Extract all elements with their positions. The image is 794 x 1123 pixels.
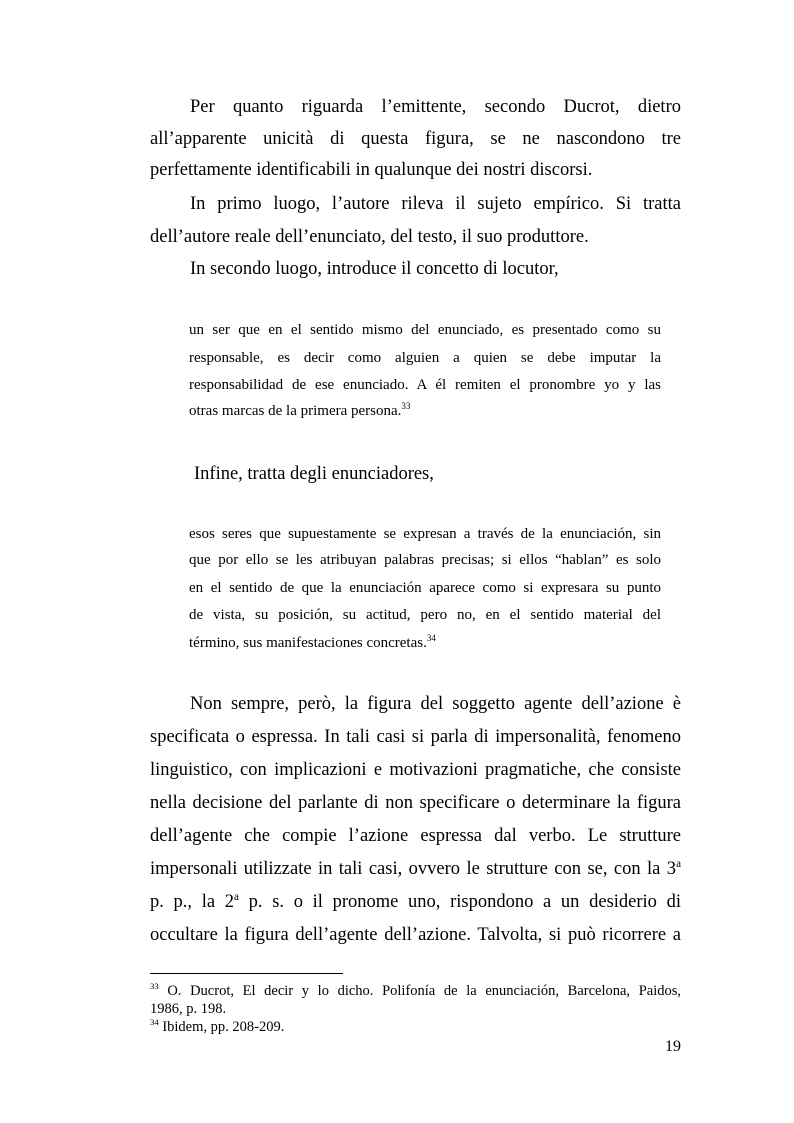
paragraph-5-line-3: linguistico, con implicazioni e motivazioni pragmatiche, che consiste <box>150 760 681 780</box>
paragraph-5-line-2: specificata o espressa. In tali casi si parla di impersonalità, fenomeno <box>150 727 681 747</box>
footnote-34-line-1 <box>150 1018 681 1036</box>
superscript-a-2: a <box>234 890 239 903</box>
footnote-33-line-2: 1986, p. 198. <box>150 1001 227 1017</box>
quote-2-line-3: en el sentido de que la enunciación aparece como si expresara su punto <box>189 580 661 596</box>
footnote-ref-33: 33 <box>401 401 411 411</box>
quote-2-line-2: que por ello se les atribuyan palabras precisas; si ellos “hablan” es solo <box>189 552 661 568</box>
paragraph-2-line-2: dell’autore reale dell’enunciato, del testo, il suo produttore. <box>150 227 589 247</box>
footnote-34-number: 34 <box>150 1017 159 1028</box>
quote-2-line-5-text: término, sus manifestaciones concretas. <box>189 635 427 651</box>
quote-2-line-4: de vista, su posición, su actitud, pero no, en el sentido material del <box>189 607 661 623</box>
footnote-34-text: Ibidem, pp. 208-209. <box>158 1019 285 1035</box>
quote-2-line-1: esos seres que supuestamente se expresan a través de la enunciación, sin <box>189 526 661 542</box>
paragraph-1-line-2: all’apparente unicità di questa figura, se ne nascondono tre <box>150 129 681 149</box>
paragraph-1-line-3: perfettamente identificabili in qualunque dei nostri discorsi. <box>150 160 593 180</box>
quote-1-line-3: responsabilidad de ese enunciado. A él remiten el pronombre yo y las <box>189 377 661 393</box>
quote-1-line-4 <box>189 401 661 421</box>
quote-1-line-4-text: otras marcas de la primera persona. <box>189 403 402 419</box>
paragraph-5-line-4: nella decisione del parlante di non specificare o determinare la figura <box>150 793 681 813</box>
quote-2-line-5 <box>189 633 661 653</box>
paragraph-5-line-6 <box>150 858 681 880</box>
quote-1-line-1: un ser que en el sentido mismo del enunciado, es presentado como su <box>189 322 661 338</box>
paragraph-5-line-1: Non sempre, però, la figura del soggetto agente dell’azione è <box>190 694 681 714</box>
footnote-ref-34: 34 <box>426 633 436 643</box>
paragraph-5-line-6-text: impersonali utilizzate in tali casi, ovvero le strutture con se, con la 3 <box>150 859 677 879</box>
quote-1-line-2: responsable, es decir como alguien a quien se debe imputar la <box>189 350 661 366</box>
footnote-33-number: 33 <box>150 981 159 992</box>
paragraph-5-line-8: occultare la figura dell’agente dell’azione. Talvolta, si può ricorrere a <box>150 925 681 945</box>
paragraph-3: In secondo luogo, introduce il concetto di locutor, <box>190 259 559 279</box>
paragraph-5-line-7 <box>150 891 681 913</box>
superscript-a-1: a <box>676 857 681 870</box>
paragraph-2-line-1: In primo luogo, l’autore rileva il sujeto empírico. Si tratta <box>190 194 681 214</box>
paragraph-5-line-5: dell’agente che compie l’azione espressa dal verbo. Le strutture <box>150 826 681 846</box>
paragraph-1-line-1: Per quanto riguarda l’emittente, secondo Ducrot, dietro <box>190 97 681 117</box>
paragraph-5-line-7-text-a: p. p., la 2 <box>150 892 235 912</box>
footnote-separator <box>150 973 343 974</box>
footnote-33-line-1 <box>150 982 681 1000</box>
page-number: 19 <box>665 1038 681 1055</box>
paragraph-4: Infine, tratta degli enunciadores, <box>194 464 434 484</box>
footnote-33-text: O. Ducrot, El decir y lo dicho. Polifonía de la enunciación, Barcelona, Paidos, <box>158 983 681 999</box>
paragraph-5-line-7-text-b: p. s. o il pronome uno, rispondono a un desiderio di <box>238 892 681 912</box>
